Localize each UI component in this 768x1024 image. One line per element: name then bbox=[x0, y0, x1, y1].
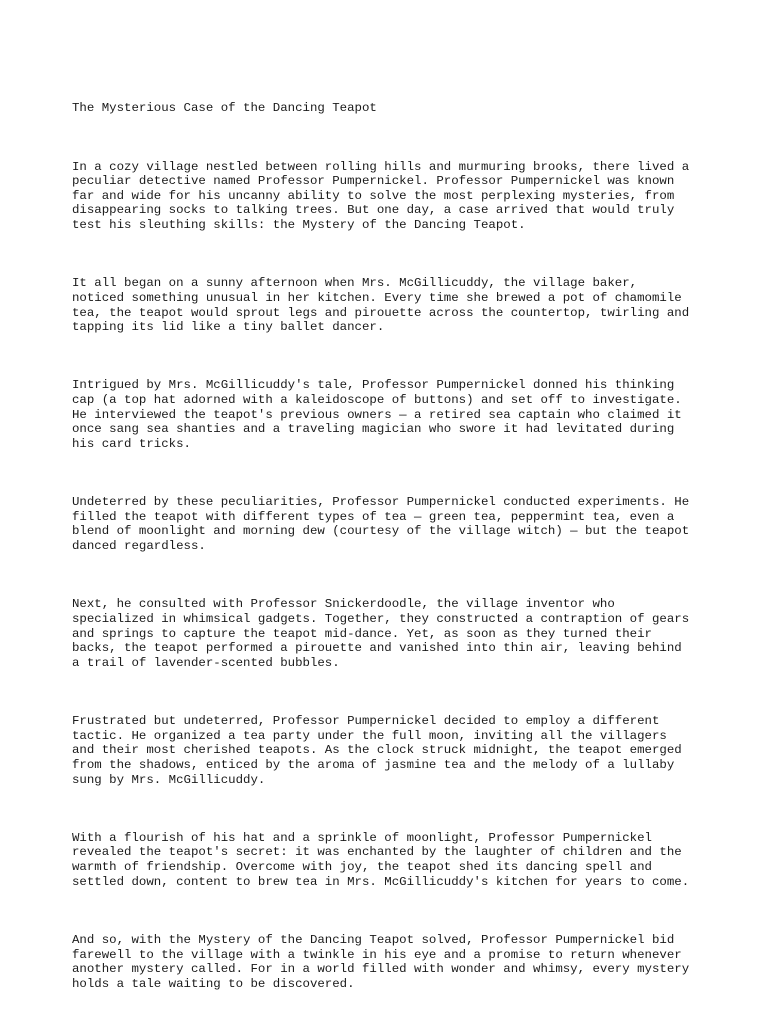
paragraph-6: Frustrated but undeterred, Professor Pumpernickel decided to employ a different tactic. He organized a tea party under the full moon, inviting all the villagers and their most cherished teapots. As the clock struck midnight, the teapot emerged from the shadows, enticed by the aroma of jasmine tea and the melody of a lullaby sung by Mrs. McGillicuddy. bbox=[72, 714, 682, 787]
document-title: The Mysterious Case of the Dancing Teapot bbox=[72, 101, 377, 116]
paragraph-5: Next, he consulted with Professor Snickerdoodle, the village inventor who specialized in whimsical gadgets. Together, they constructed a contraption of gears and springs to capture the teapot mid-dance. Yet, as soon as they turned their backs, the teapot performed a pirouette and vanished into thin air, leaving behind a trail of lavender-scented bubbles. bbox=[72, 597, 690, 670]
paragraph-8: And so, with the Mystery of the Dancing Teapot solved, Professor Pumpernickel bid farewell to the village with a twinkle in his eye and a promise to return whenever another mystery called. For in a world filled with wonder and whimsy, every mystery holds a tale waiting to be discovered. bbox=[72, 933, 690, 991]
paragraph-4: Undeterred by these peculiarities, Professor Pumpernickel conducted experiments. He filled the teapot with different types of tea — green tea, peppermint tea, even a blend of moonlight and morning dew (courtesy of the village witch) — but the teapot danced regardless. bbox=[72, 495, 690, 553]
paragraph-7: With a flourish of his hat and a sprinkle of moonlight, Professor Pumpernickel revealed the teapot's secret: it was enchanted by the laughter of children and the warmth of friendship. Overcome with joy, the teapot shed its dancing spell and settled down, content to brew tea in Mrs. McGillicuddy's kitchen for years to come. bbox=[72, 830, 690, 889]
document-page bbox=[72, 72, 712, 1021]
paragraph-1: In a cozy village nestled between rolling hills and murmuring brooks, there lived a peculiar detective named Professor Pumpernickel. Professor Pumpernickel was known far and wide for his uncanny ability to solve the most perplexing mysteries, from disappearing socks to talking trees. But one day, a case arrived that would truly test his sleuthing skills: the Mystery of the Dancing Teapot. bbox=[72, 159, 690, 232]
paragraph-2: It all began on a sunny afternoon when Mrs. McGillicuddy, the village baker, noticed something unusual in her kitchen. Every time she brewed a pot of chamomile tea, the teapot would sprout legs and pirouette across the countertop, twirling and tapping its lid like a tiny ballet dancer. bbox=[72, 276, 690, 335]
paragraph-3: Intrigued by Mrs. McGillicuddy's tale, Professor Pumpernickel donned his thinking cap (a top hat adorned with a kaleidoscope of buttons) and set off to investigate. He interviewed the teapot's previous owners — a retired sea captain who claimed it once sang sea shanties and a traveling magician who swore it had levitated during his card tricks. bbox=[72, 378, 682, 451]
